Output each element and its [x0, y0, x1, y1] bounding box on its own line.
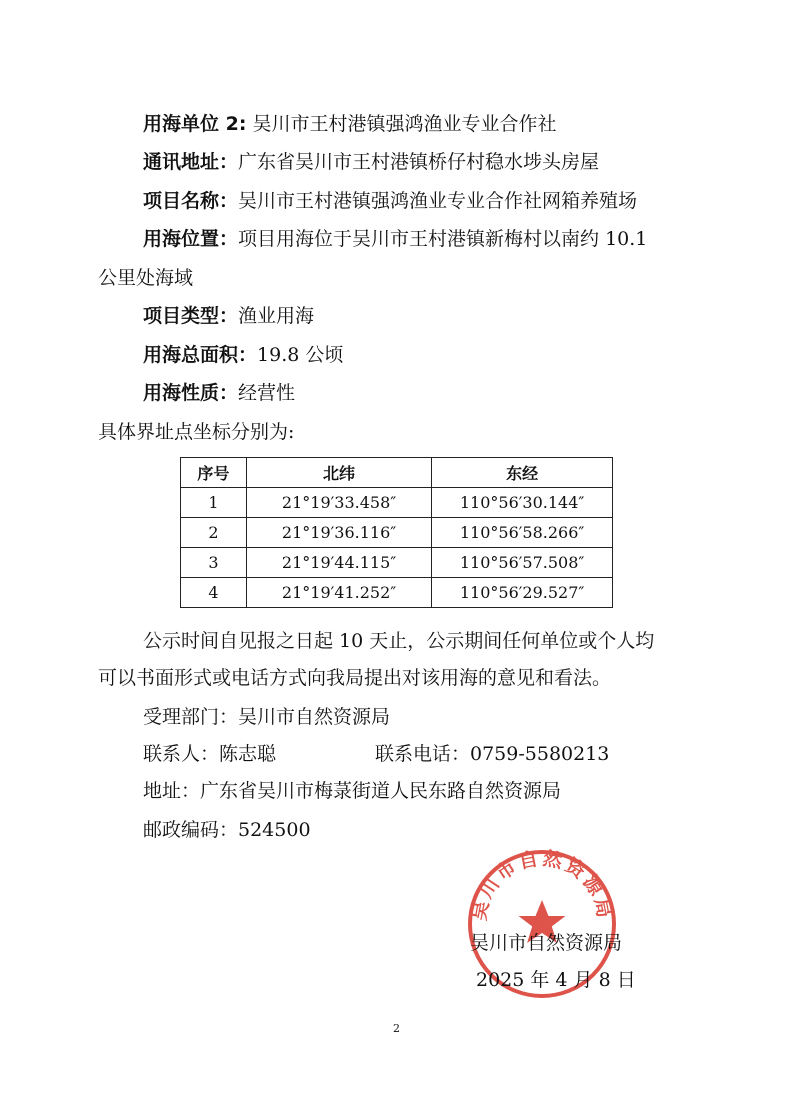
project-value: 吴川市王村港镇强鸿渔业专业合作社网箱养殖场: [238, 190, 638, 212]
cell-lon: 110°56′30.144″: [432, 488, 613, 518]
cell-seq: 1: [181, 488, 247, 518]
table-row: [181, 578, 613, 608]
coordinates-table: [180, 457, 613, 608]
coords-intro: 具体界址点坐标分别为:: [98, 421, 295, 443]
contact-line: 联系人：陈志聪: [143, 743, 277, 765]
page-number: 2: [393, 1022, 400, 1035]
table-row: [181, 518, 613, 548]
addr-line: 地址：广东省吴川市梅菉街道人民东路自然资源局: [143, 780, 562, 802]
cell-seq: 4: [181, 578, 247, 608]
nature-value: 经营性: [238, 382, 296, 404]
cell-lon: 110°56′58.266″: [432, 518, 613, 548]
header-seq: 序号: [181, 458, 247, 488]
cell-lon: 110°56′57.508″: [432, 548, 613, 578]
cell-lat: 21°19′36.116″: [246, 518, 431, 548]
dept-line: 受理部门：吴川市自然资源局: [143, 706, 391, 728]
location-row: 用海位置：项目用海位于吴川市王村港镇新梅村以南约 10.1: [143, 228, 648, 250]
phone-line: 联系电话：0759-5580213: [375, 743, 610, 765]
notice-line-1: 公示时间自见报之日起 10 天止，公示期间任何单位或个人均: [143, 630, 655, 652]
location-value: 项目用海位于吴川市王村港镇新梅村以南约 10.1: [238, 228, 648, 250]
type-value: 渔业用海: [238, 305, 315, 327]
postcode-line: 邮政编码：524500: [143, 819, 311, 841]
notice-line-2: 可以书面形式或电话方式向我局提出对该用海的意见和看法。: [98, 667, 612, 689]
nature-label: 用海性质: [143, 382, 220, 404]
user-label: 用海单位 2: [143, 113, 239, 135]
address-value: 广东省吴川市王村港镇桥仔村稳水埗头房屋: [238, 151, 600, 173]
cell-lon: 110°56′29.527″: [432, 578, 613, 608]
user-value: 吴川市王村港镇强鸿渔业专业合作社: [252, 113, 557, 135]
cell-lat: 21°19′41.252″: [246, 578, 431, 608]
cell-lat: 21°19′44.115″: [246, 548, 431, 578]
area-row: 用海总面积：19.8 公顷: [143, 344, 344, 366]
type-label: 项目类型: [143, 305, 220, 327]
address-row: 通讯地址：广东省吴川市王村港镇桥仔村稳水埗头房屋: [143, 151, 600, 173]
cell-seq: 2: [181, 518, 247, 548]
table-header-row: [181, 458, 613, 488]
location-row-cont: 公里处海域: [98, 267, 194, 289]
table-row: [181, 488, 613, 518]
table-row: [181, 548, 613, 578]
location-label: 用海位置: [143, 228, 220, 250]
svg-text:吴川市自然资源局: 吴川市自然资源局: [468, 848, 616, 923]
area-value: 19.8 公顷: [257, 344, 344, 366]
project-row: 项目名称：吴川市王村港镇强鸿渔业专业合作社网箱养殖场: [143, 190, 638, 212]
signature-date: 2025 年 4 月 8 日: [476, 969, 636, 991]
cell-seq: 3: [181, 548, 247, 578]
user-row: 用海单位 2: 吴川市王村港镇强鸿渔业专业合作社: [143, 113, 557, 135]
signature-org: 吴川市自然资源局: [470, 932, 623, 954]
header-lon: 东经: [432, 458, 613, 488]
cell-lat: 21°19′33.458″: [246, 488, 431, 518]
header-lat: 北纬: [246, 458, 431, 488]
type-row: 项目类型：渔业用海: [143, 305, 315, 327]
nature-row: 用海性质：经营性: [143, 382, 296, 404]
address-label: 通讯地址: [143, 151, 220, 173]
area-label: 用海总面积: [143, 344, 239, 366]
project-label: 项目名称: [143, 190, 220, 212]
